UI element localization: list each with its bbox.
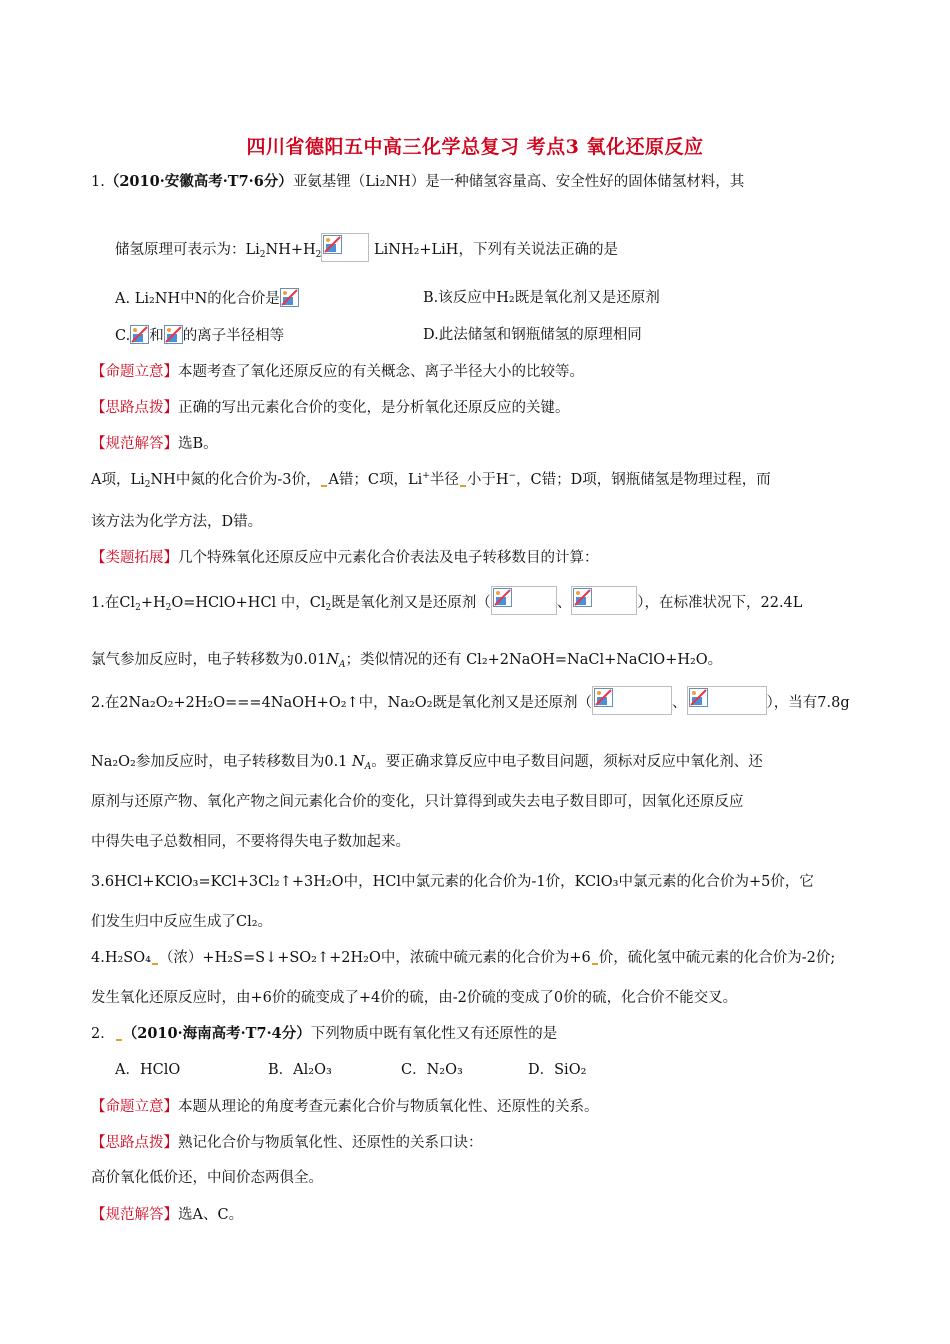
q2-option-c: C．N₂O₃ <box>401 1062 463 1078</box>
equation-image-frame <box>687 686 767 715</box>
q2-mnemonic: 高价氧化低价还，中间价态两俱全。 <box>91 1170 323 1186</box>
answer-text: 选B。 <box>178 436 218 452</box>
ext3-line2: 们发生归中反应生成了Cl₂。 <box>91 914 273 930</box>
hint-text: 正确的写出元素化合价的变化，是分析氧化还原反应的关键。 <box>178 400 570 416</box>
edit-mark <box>152 963 158 965</box>
ext-part: N <box>326 652 339 668</box>
q1-answer <box>91 434 218 454</box>
q1-number: 1. <box>91 174 105 190</box>
q2-stem-line <box>91 1024 557 1044</box>
ext-part: Na₂O₂参加反应时，电子转移数目为0.1 <box>91 754 353 770</box>
q1-option-d: D.此法储氢和钢瓶储氢的原理相同 <box>423 327 642 343</box>
intent-tag: 【命题立意】 <box>91 364 178 380</box>
q1-stem-line <box>91 172 744 192</box>
equation-image-frame <box>491 586 557 615</box>
hint-tag: 【思路点拨】 <box>91 400 178 416</box>
q2-hint <box>91 1133 483 1153</box>
page-title: 四川省德阳五中高三化学总复习 考点3 氧化还原反应 <box>246 136 704 158</box>
ext4-line1 <box>91 948 835 968</box>
ext-part: 2.在2Na₂O₂+2H₂O===4NaOH+O₂↑中，Na₂O₂既是氧化剂又是还原剂（ <box>91 695 593 711</box>
answer-tag: 【规范解答】 <box>91 1207 178 1223</box>
broken-image-icon <box>594 688 613 707</box>
answer-tag: 【规范解答】 <box>91 436 178 452</box>
ext-part: +H <box>140 595 166 611</box>
ext-part: A <box>338 660 346 670</box>
ext-part: ），当有7.8g <box>766 695 850 711</box>
ext1-line2 <box>91 650 722 670</box>
q1-stem2-mid: NH+H <box>265 242 316 258</box>
equation-image-frame <box>321 233 369 262</box>
expl-part: NH中氮的化合价为-3价， <box>150 472 321 488</box>
broken-image-icon <box>689 688 708 707</box>
q1-option-c-mid: 和 <box>149 328 164 344</box>
expl-part: A项，Li <box>91 472 145 488</box>
broken-image-icon <box>130 325 149 344</box>
q2-option-b: B．Al₂O₃ <box>268 1062 332 1078</box>
ext-part: A <box>364 762 372 772</box>
q2-source: （2010·海南高考·T7·4分） <box>122 1025 311 1042</box>
q1-option-c-pre: C. <box>115 328 131 344</box>
ext1-line1: 1.在$Cl_2+H_2O=HClO+HCl$ 中，$Cl_2$既是氧化剂又是还原剂（ 、 ），在标准状况下，22.4L <box>91 586 802 615</box>
edit-mark <box>321 485 327 487</box>
q2-stem: 下列物质中既有氧化性又有还原性的是 <box>310 1026 558 1042</box>
q2-intent <box>91 1097 599 1117</box>
equation-image-frame <box>571 586 637 615</box>
broken-image-icon <box>323 235 342 254</box>
ext4-line2: 发生氧化还原反应时，由+6价的硫变成了+4价的硫，由-2价硫的变成了0价的硫，化合价不能交叉。 <box>91 990 738 1006</box>
ext-part: 4.H₂SO₄ <box>91 950 151 966</box>
broken-image-icon <box>164 325 183 344</box>
expl-part: 半径 <box>429 472 459 488</box>
q1-option-c-post: 的离子半径相等 <box>182 328 285 344</box>
ext-part: 、 <box>672 695 687 711</box>
ext2-line2 <box>91 752 763 772</box>
expl-part: A错；C项，Li <box>328 472 423 488</box>
equation-image-frame <box>592 686 672 715</box>
ext-part: O=HClO+HCl 中，Cl <box>171 595 326 611</box>
ext2-line3: 原剂与还原产物、氧化产物之间元素化合价的变化，只计算得到或失去电子数目即可，因氧化还原反应 <box>91 794 744 810</box>
q1-explanation-line1: A项，$Li_2NH$中氮的化合价为-3价， A错；C项，Li+半径 小于H−，C错；D项，钢瓶储氢是物理过程，而 <box>91 471 771 490</box>
edit-mark <box>116 1039 122 1041</box>
q1-hint <box>91 398 570 418</box>
extension-tag: 【类题拓展】 <box>91 550 178 566</box>
ext-part: ；类似情况的还有 Cl₂+2NaOH=NaCl+NaClO+H₂O。 <box>345 652 723 668</box>
ext-part: 既是氧化剂又是还原剂（ <box>331 595 491 611</box>
intent-tag: 【命题立意】 <box>91 1099 178 1115</box>
ext-part: 价，硫化氢中硫元素的化合价为-2价; <box>598 950 836 966</box>
edit-mark <box>460 485 466 487</box>
q1-stem-line2: 储氢原理可表示为：$Li_2NH+H_2$ LiNH₂+LiH，下列有关说法正确的是 <box>115 233 618 262</box>
q1-option-b: B.该反应中H₂既是氧化剂又是还原剂 <box>423 290 660 306</box>
q1-option-a-text: A. Li₂NH中N的化合价是 <box>115 291 280 307</box>
answer-text: 选A、C。 <box>178 1207 244 1223</box>
q1-stem2-post: LiNH₂+LiH，下列有关说法正确的是 <box>373 242 618 258</box>
ext-part: （浓）+H₂S=S↓+SO₂↑+2H₂O中，浓硫中硫元素的化合价为+6 <box>158 950 591 966</box>
q2-answer <box>91 1205 243 1225</box>
q1-extension <box>91 548 599 568</box>
q2-option-a: A．HClO <box>115 1062 181 1078</box>
q1-explanation-line2: 该方法为化学方法，D错。 <box>91 514 263 530</box>
ext2-line1 <box>91 686 850 715</box>
q1-intent <box>91 362 584 382</box>
edit-mark <box>592 963 598 965</box>
q1-option-a <box>115 288 299 309</box>
broken-image-icon <box>573 588 592 607</box>
expl-part: ，C错；D项，钢瓶储氢是物理过程，而 <box>516 472 771 488</box>
intent-text: 本题从理论的角度考查元素化合价与物质氧化性、还原性的关系。 <box>178 1099 599 1115</box>
hint-text: 熟记化合价与物质氧化性、还原性的关系口诀： <box>178 1135 483 1151</box>
q2-number: 2． <box>91 1026 115 1042</box>
broken-image-icon <box>280 288 299 307</box>
ext3-line1: 3.6HCl+KClO₃=KCl+3Cl₂↑+3H₂O中，HCl中氯元素的化合价为-1价，KClO₃中氯元素的化合价为+5价，它 <box>91 874 814 890</box>
q1-stem2-pre: 储氢原理可表示为：Li <box>115 242 260 258</box>
ext2-line4: 中得失电子总数相同，不要将得失电子数加起来。 <box>91 834 410 850</box>
q1-source: （2010·安徽高考·T7·6分） <box>104 173 293 190</box>
q1-stem: 亚氨基锂（Li₂NH）是一种储氢容量高、安全性好的固体储氢材料，其 <box>292 174 745 190</box>
intent-text: 本题考查了氧化还原反应的有关概念、离子半径大小的比较等。 <box>178 364 584 380</box>
ext-part: 、 <box>556 595 572 611</box>
broken-image-icon <box>493 588 512 607</box>
q1-option-c <box>115 325 284 346</box>
ext-part: ），在标准状况下，22.4L <box>637 595 803 611</box>
ext-part: 。要正确求算反应中电子数目问题，须标对反应中氧化剂、还 <box>371 754 763 770</box>
hint-tag: 【思路点拨】 <box>91 1135 178 1151</box>
ext-part: 氯气参加反应时，电子转移数为0.01 <box>91 652 327 668</box>
ext-part: N <box>352 754 365 770</box>
ext-part: 1.在Cl <box>91 595 136 611</box>
q2-option-d: D．SiO₂ <box>528 1062 587 1078</box>
extension-text: 几个特殊氧化还原反应中元素化合价表法及电子转移数目的计算： <box>178 550 599 566</box>
expl-part: 小于H <box>466 472 509 488</box>
